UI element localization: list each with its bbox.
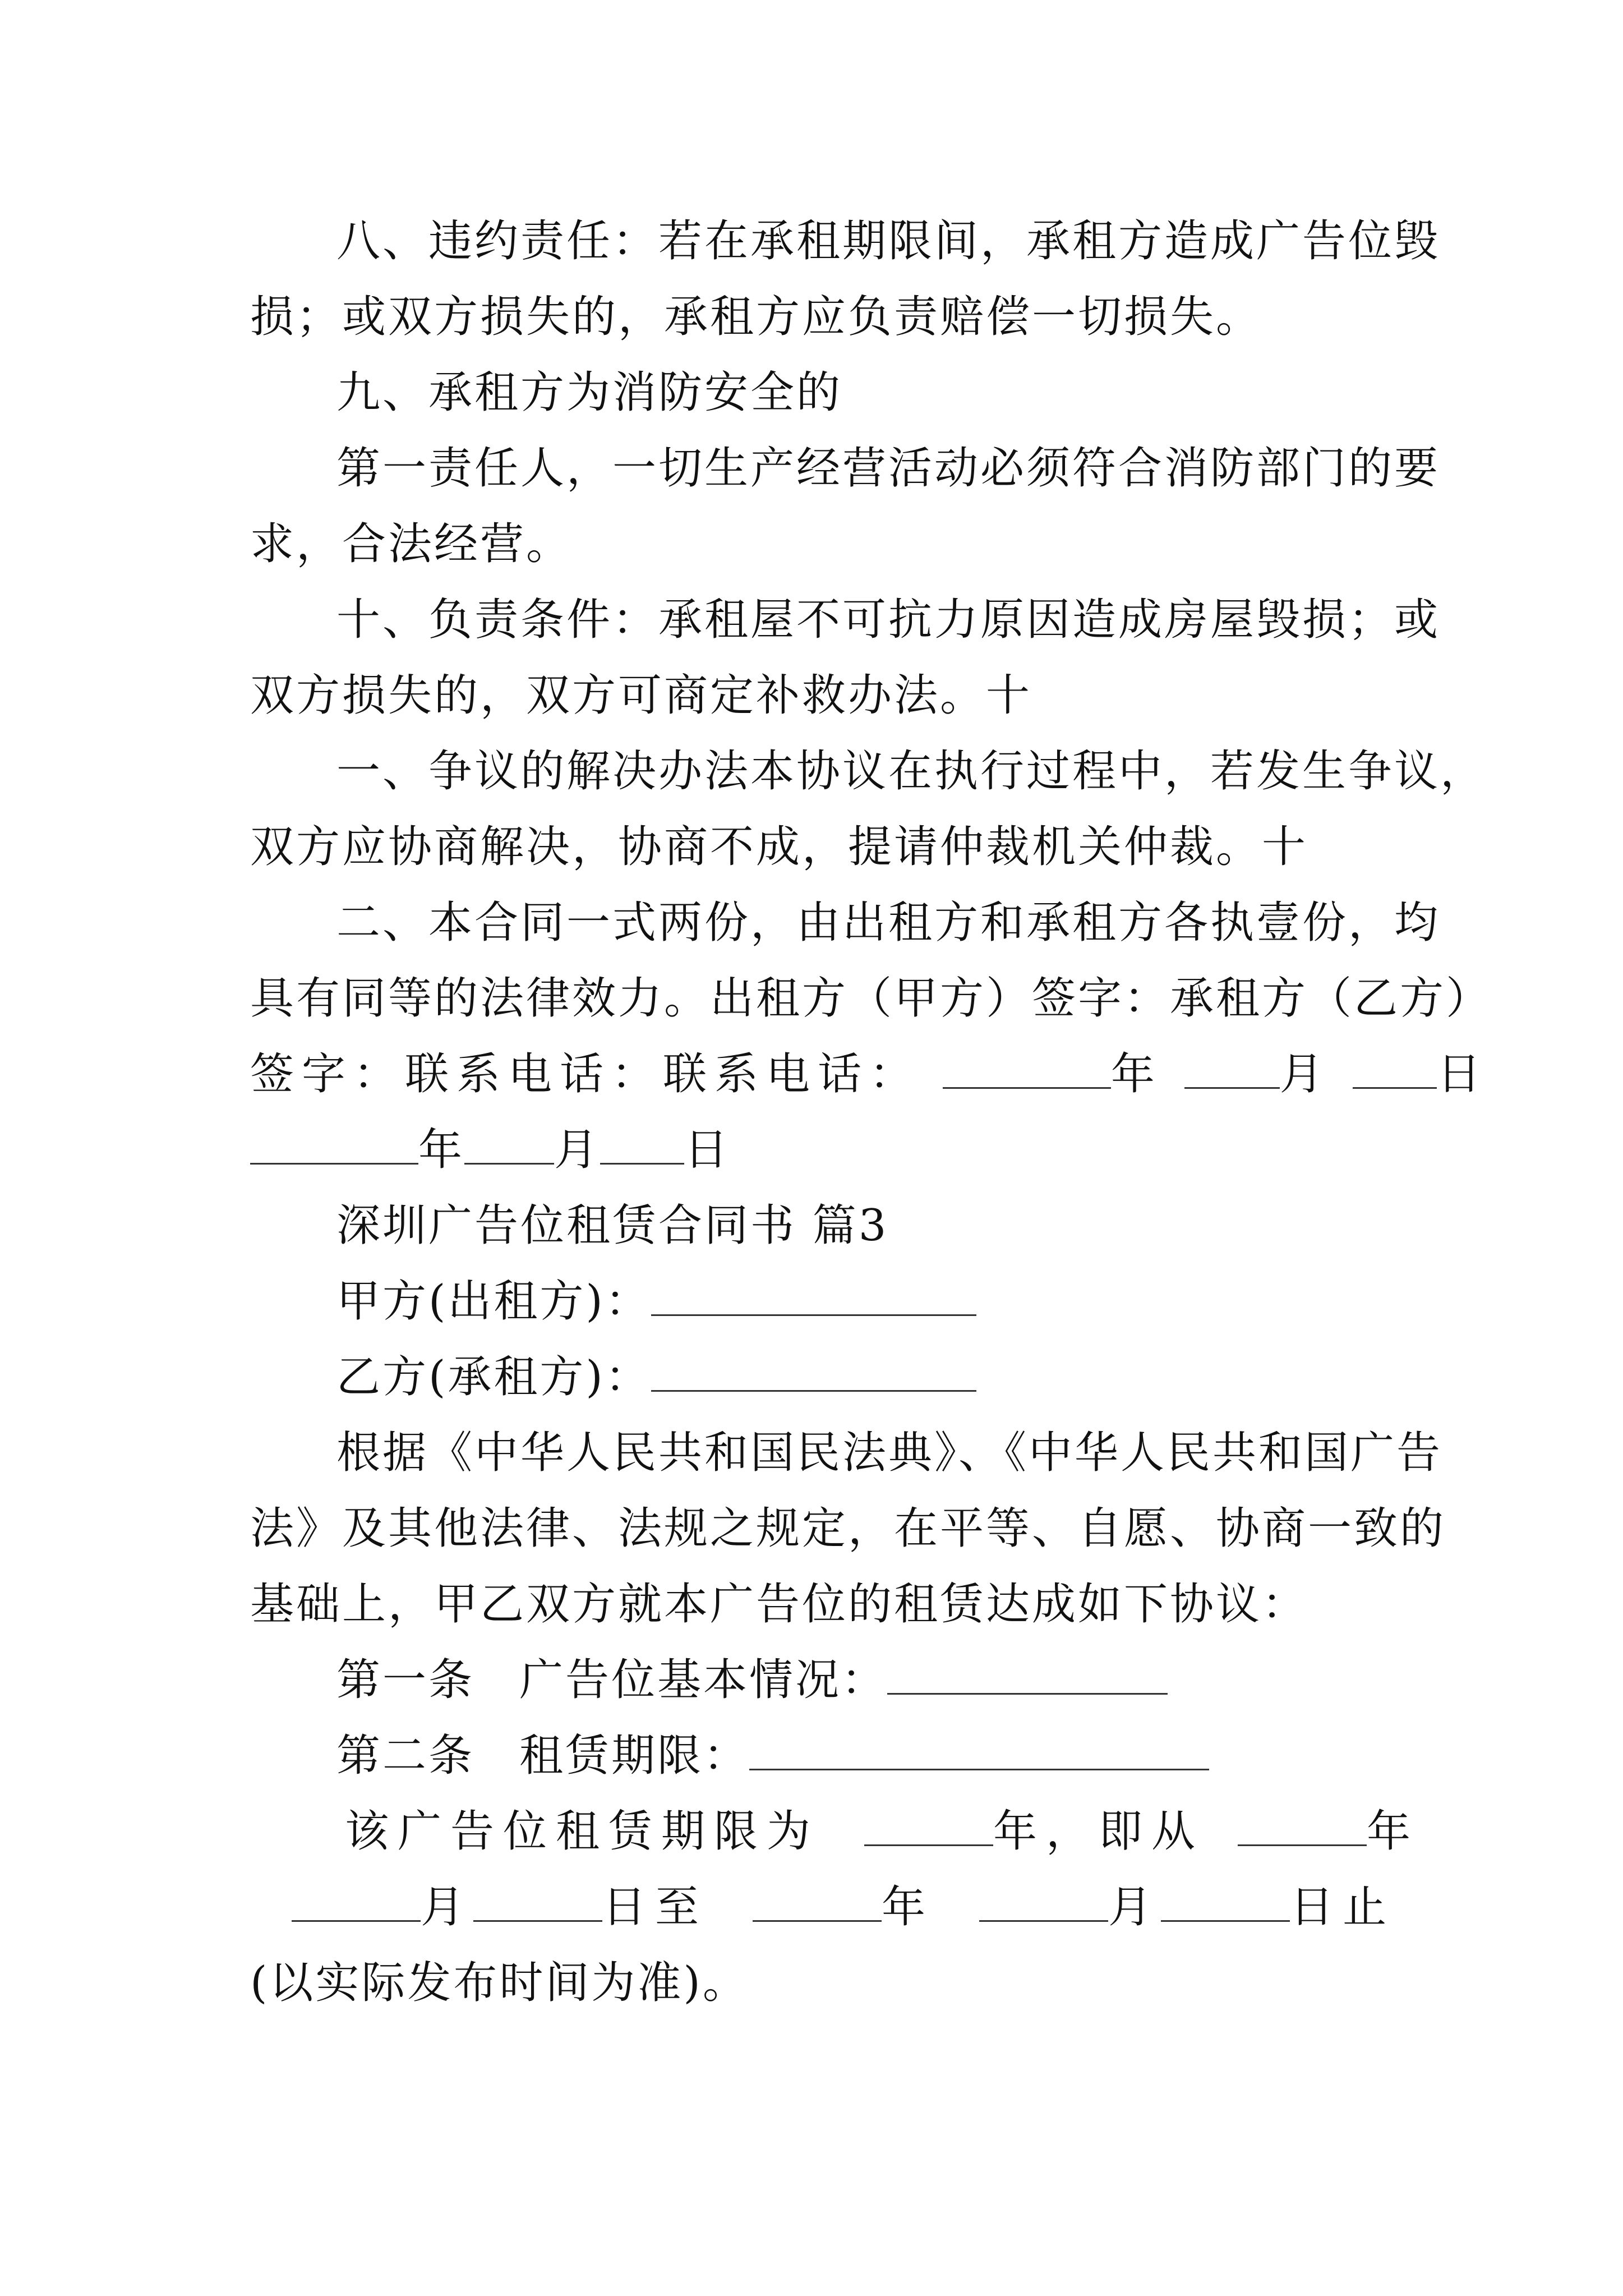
clause-10-line-2: 双方损失的，双方可商定补救办法。十 [250,670,1032,721]
party-a-line [0,1271,1623,1332]
clause-8-line-1: 八、违约责任：若在承租期限间，承租方造成广告位毁 [336,216,1441,266]
article-2-blank [749,1729,1209,1770]
date-day-blank [600,1124,684,1165]
date-day-label: 日 [684,1125,731,1175]
date-line [0,1119,1623,1181]
party-b-blank [651,1351,976,1392]
term-end-month-blank [979,1881,1108,1922]
basis-line-2: 法》及其他法律、法规之规定，在平等、自愿、协商一致的 [250,1503,1446,1554]
article-1-label: 第一条 [336,1655,475,1705]
sign-month-label: 月 [1279,1049,1331,1099]
section-title: 深圳广告位租赁合同书 篇3 [336,1200,889,1251]
sign-day-label: 日 [1437,1049,1489,1099]
term-end-day-blank [1161,1881,1290,1922]
term-year-mid: 年，即从 [993,1806,1205,1857]
term-end-year-blank [753,1881,882,1922]
article-1-text: 广告位基本情况： [519,1655,888,1705]
term-line-2 [0,1876,1623,1938]
article-2-line [0,1725,1623,1787]
sign-day-blank [1353,1048,1437,1089]
clause-11-line-2: 双方应协商解决，协商不成，提请仲裁机关仲裁。十 [250,822,1308,872]
clause-11-line-1: 一、争议的解决办法本协议在执行过程中，若发生争议， [336,746,1487,797]
clause-9-line-1: 九、承租方为消防安全的 [336,367,843,418]
date-month-blank [464,1124,554,1165]
clause-9-line-3: 求，合法经营。 [250,519,573,569]
basis-line-1: 根据《中华人民共和国民法典》、《中华人民共和国广告 [336,1428,1443,1478]
term-end-month: 月 [1108,1882,1161,1932]
party-a-blank [651,1275,976,1316]
signature-line [0,1043,1623,1105]
clause-9-line-2: 第一责任人，一切生产经营活动必须符合消防部门的要 [336,443,1441,494]
term-start-year-blank [1238,1805,1367,1846]
party-b-label: 乙方(承租方)： [336,1352,651,1402]
term-start-day-blank [473,1881,602,1922]
clause-12-line-2: 具有同等的法律效力。出租方（甲方）签字：承租方（乙方） [250,973,1492,1024]
term-years-blank [864,1805,993,1846]
date-year-blank [250,1124,418,1165]
sign-month-blank [1184,1048,1280,1089]
date-month-label: 月 [554,1125,601,1175]
clause-10-line-1: 十、负责条件：承租屋不可抗力原因造成房屋毁损；或 [336,595,1441,645]
date-year-label: 年 [418,1125,465,1175]
article-2-label: 第二条 [336,1731,475,1781]
sign-year-blank [943,1048,1111,1089]
term-day-end: 日止 [1290,1882,1396,1932]
clause-12-line-1: 二、本合同一式两份，由出租方和承租方各执壹份，均 [336,898,1441,948]
party-a-label: 甲方(出租方)： [336,1276,651,1327]
term-year-end: 年 [1367,1806,1420,1857]
term-month: 月 [421,1882,474,1932]
clause-8-line-2: 损；或双方损失的，承租方应负责赔偿一切损失。 [250,292,1262,342]
term-line-1 [0,1801,1623,1862]
term-start: 该广告位租赁期限为 [345,1806,820,1857]
article-2-text: 租赁期限： [519,1731,750,1781]
party-b-line [0,1346,1623,1408]
term-end-year: 年 [882,1882,935,1932]
term-day-to: 日至 [602,1882,708,1932]
article-1-blank [887,1654,1168,1695]
signature-prefix: 签字：联系电话：联系电话： [250,1049,921,1099]
sign-year-label: 年 [1110,1049,1163,1099]
closing-line: (以实际发布时间为准)。 [250,1958,749,2008]
article-1-line [0,1649,1623,1711]
basis-line-3: 基础上，甲乙双方就本广告位的租赁达成如下协议： [250,1579,1308,1630]
term-start-month-blank [292,1881,421,1922]
